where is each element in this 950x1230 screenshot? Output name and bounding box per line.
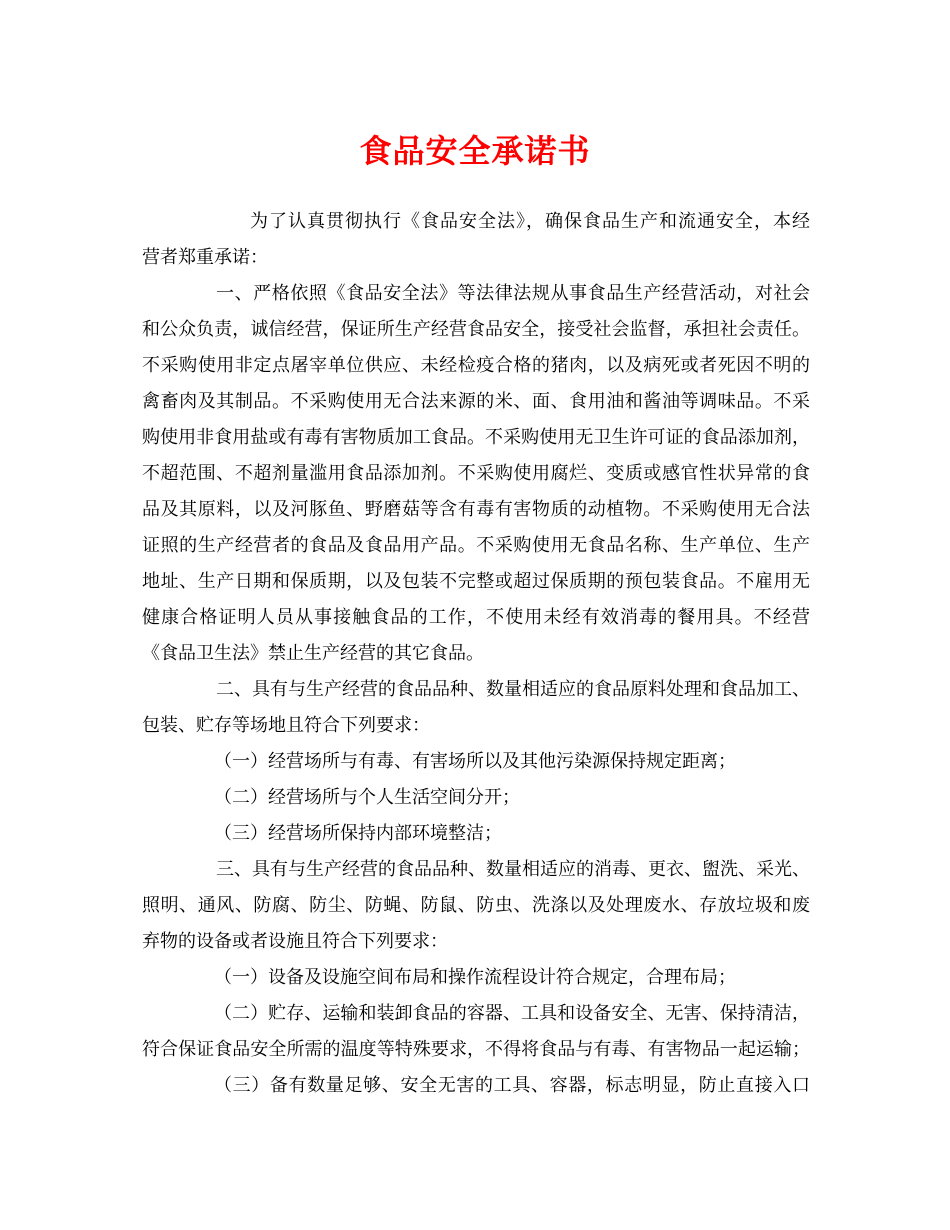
document-title: 食品安全承诺书 bbox=[359, 132, 591, 170]
text-line: 符合保证食品安全所需的温度等特殊要求，不得将食品与有毒、有害物品一起运输； bbox=[142, 1039, 810, 1060]
text-line: 不采购使用非定点屠宰单位供应、未经检疫合格的猪肉，以及病死或者死因不明的 bbox=[142, 355, 810, 376]
text-line: 照明、通风、防腐、防尘、防蝇、防鼠、防虫、洗涤以及处理废水、存放垃圾和废 bbox=[142, 895, 810, 916]
text-line: （三）经营场所保持内部环境整洁； bbox=[214, 823, 502, 844]
text-line: 禽畜肉及其制品。不采购使用无合法来源的米、面、食用油和酱油等调味品。不采 bbox=[142, 391, 810, 412]
text-line: 包装、贮存等场地且符合下列要求： bbox=[142, 715, 430, 736]
text-line: （一）经营场所与有毒、有害场所以及其他污染源保持规定距离； bbox=[214, 751, 736, 772]
text-line: 不超范围、不超剂量滥用食品添加剂。不采购使用腐烂、变质或感官性状异常的食 bbox=[142, 463, 810, 484]
text-line: 《食品卫生法》禁止生产经营的其它食品。 bbox=[142, 643, 484, 664]
text-line: 品及其原料，以及河豚鱼、野磨菇等含有毒有害物质的动植物。不采购使用无合法 bbox=[142, 499, 810, 520]
text-line: 弃物的设备或者设施且符合下列要求： bbox=[142, 931, 448, 952]
text-line: 一、严格依照《食品安全法》等法律法规从事食品生产经营活动，对社会 bbox=[216, 283, 810, 304]
text-line: （三）备有数量足够、安全无害的工具、容器，标志明显，防止直接入口 bbox=[214, 1075, 810, 1096]
text-line: 三、具有与生产经营的食品品种、数量相适应的消毒、更衣、盥洗、采光、 bbox=[216, 859, 810, 880]
text-line: （一）设备及设施空间布局和操作流程设计符合规定，合理布局； bbox=[214, 967, 736, 988]
text-line: 二、具有与生产经营的食品品种、数量相适应的食品原料处理和食品加工、 bbox=[216, 679, 810, 700]
text-line: 和公众负责，诚信经营，保证所生产经营食品安全，接受社会监督，承担社会责任。 bbox=[142, 319, 810, 340]
text-line: （二）经营场所与个人生活空间分开； bbox=[214, 787, 520, 808]
text-line: 购使用非食用盐或有毒有害物质加工食品。不采购使用无卫生许可证的食品添加剂， bbox=[142, 427, 810, 448]
text-line: 健康合格证明人员从事接触食品的工作，不使用未经有效消毒的餐用具。不经营 bbox=[142, 607, 810, 628]
text-line: （二）贮存、运输和装卸食品的容器、工具和设备安全、无害、保持清洁， bbox=[214, 1003, 810, 1024]
text-line: 为了认真贯彻执行《食品安全法》，确保食品生产和流通安全，本经 bbox=[250, 211, 810, 232]
text-line: 营者郑重承诺： bbox=[142, 247, 268, 268]
text-line: 地址、生产日期和保质期，以及包装不完整或超过保质期的预包装食品。不雇用无 bbox=[142, 571, 810, 592]
document-body bbox=[142, 204, 810, 1104]
text-line: 证照的生产经营者的食品及食品用产品。不采购使用无食品名称、生产单位、生产 bbox=[142, 535, 810, 556]
